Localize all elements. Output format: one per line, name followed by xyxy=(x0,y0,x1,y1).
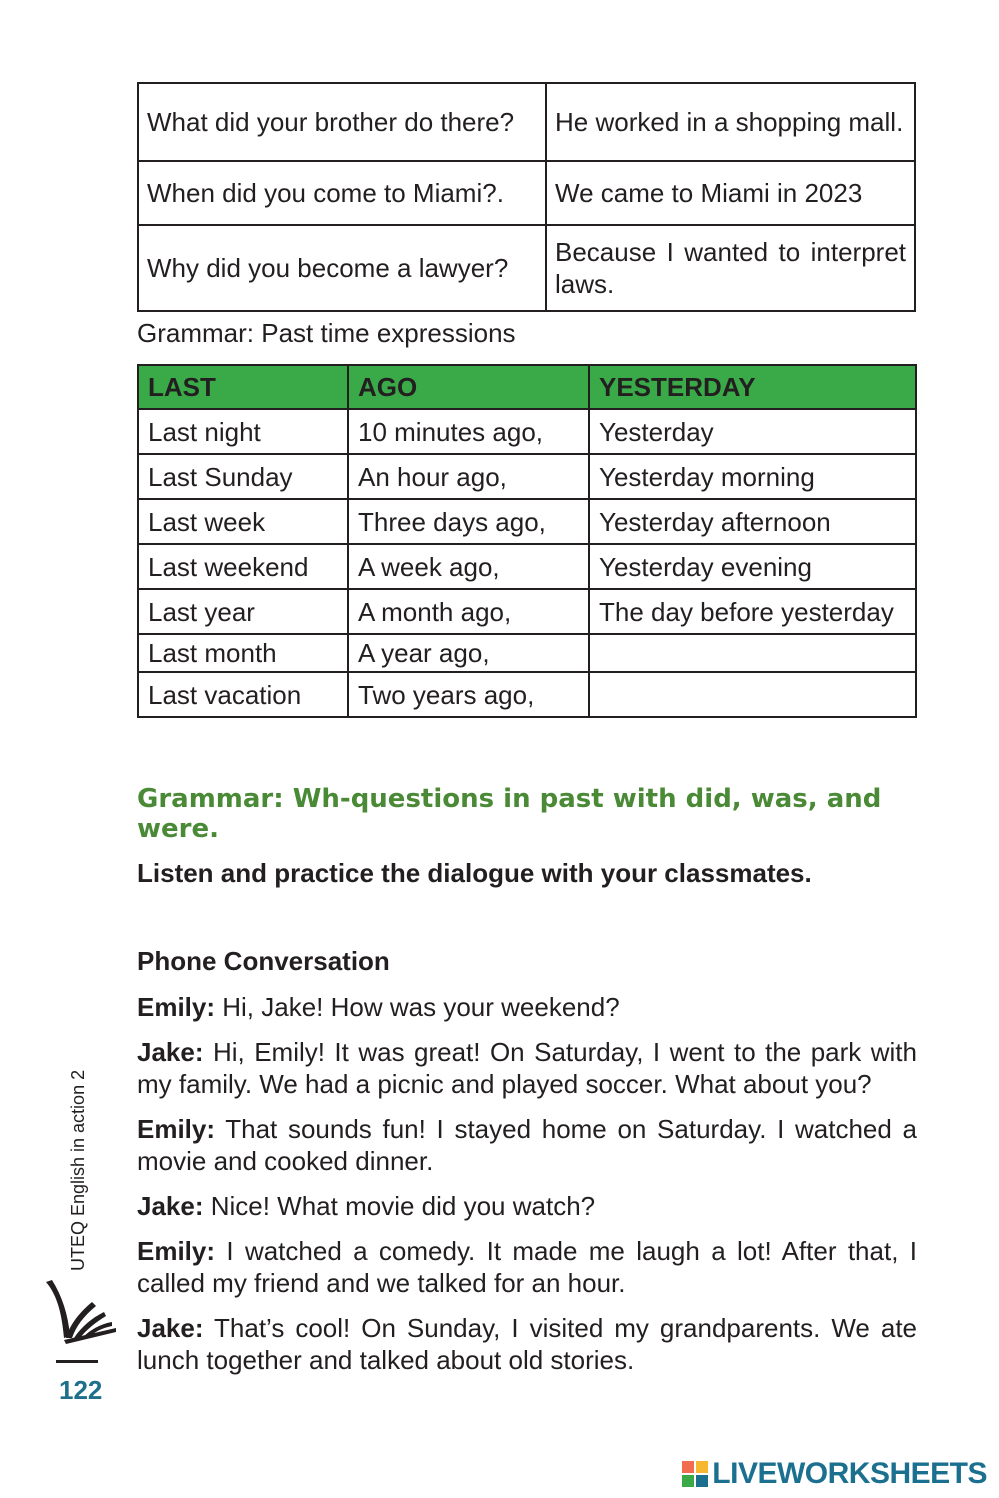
table-cell: Three days ago, xyxy=(348,499,589,544)
answer-cell: We came to Miami in 2023 xyxy=(546,161,915,225)
table-cell: A month ago, xyxy=(348,589,589,634)
table-cell: Last year xyxy=(138,589,348,634)
speaker-name: Jake: xyxy=(137,1313,204,1343)
table-row xyxy=(138,409,916,454)
question-cell: Why did you become a lawyer? xyxy=(138,225,546,311)
table-cell: The day before yesterday xyxy=(589,589,916,634)
dialogue-text: I watched a comedy. It made me laugh a lot! After that, I called my friend and we talked for an hour. xyxy=(137,1236,917,1298)
answer-cell: He worked in a shopping mall. xyxy=(546,83,915,161)
table-cell xyxy=(589,672,916,717)
question-cell: What did your brother do there? xyxy=(138,83,546,161)
dialogue-text: Nice! What movie did you watch? xyxy=(203,1191,596,1221)
open-book-icon xyxy=(40,1276,118,1346)
speaker-name: Emily: xyxy=(137,1114,216,1144)
table-row xyxy=(138,83,915,161)
table-cell: Yesterday evening xyxy=(589,544,916,589)
instruction-text: Listen and practice the dialogue with your classmates. xyxy=(137,858,812,888)
dialogue-text: Hi, Jake! How was your weekend? xyxy=(215,992,620,1022)
table-cell: 10 minutes ago, xyxy=(348,409,589,454)
dialogue-text: That’s cool! On Sunday, I visited my grandparents. We ate lunch together and talked about old stories. xyxy=(137,1313,917,1375)
table-cell: Last week xyxy=(138,499,348,544)
speaker-name: Jake: xyxy=(137,1191,204,1221)
table-cell: Last night xyxy=(138,409,348,454)
answer-cell: Because I wanted to interpret laws. xyxy=(546,225,915,311)
dialogue-line xyxy=(137,1036,917,1100)
header-row xyxy=(138,365,916,409)
table-row xyxy=(138,672,916,717)
liveworksheets-watermark xyxy=(682,1456,987,1492)
table-cell: Last vacation xyxy=(138,672,348,717)
dialogue-text: Hi, Emily! It was great! On Saturday, I went to the park with my family. We had a picnic and played soccer. What about you? xyxy=(137,1037,917,1099)
column-header-yesterday: YESTERDAY xyxy=(589,365,916,409)
table-row xyxy=(138,634,916,672)
watermark-text: LIVEWORKSHEETS xyxy=(712,1457,987,1490)
table-row xyxy=(138,161,915,225)
table-cell: Yesterday xyxy=(589,409,916,454)
table-row xyxy=(138,225,915,311)
dialogue xyxy=(137,991,917,1389)
table-row xyxy=(138,544,916,589)
qa-table xyxy=(137,82,916,312)
table-cell: Two years ago, xyxy=(348,672,589,717)
liveworksheets-logo-icon xyxy=(682,1461,708,1487)
table-cell: A week ago, xyxy=(348,544,589,589)
speaker-name: Jake: xyxy=(137,1037,204,1067)
speaker-name: Emily: xyxy=(137,1236,216,1266)
dialogue-line xyxy=(137,1312,917,1376)
column-header-last: LAST xyxy=(138,365,348,409)
table-cell: Yesterday morning xyxy=(589,454,916,499)
table-cell: Last Sunday xyxy=(138,454,348,499)
dialogue-line xyxy=(137,991,917,1023)
grammar-heading: Grammar: Wh-questions in past with did, was, and were. xyxy=(137,784,882,844)
dialogue-line xyxy=(137,1235,917,1299)
column-header-ago: AGO xyxy=(348,365,589,409)
table-row xyxy=(138,499,916,544)
page-number: 122 xyxy=(59,1375,103,1405)
conversation-title: Phone Conversation xyxy=(137,946,390,976)
book-title: UTEQ English in action 2 xyxy=(68,1069,88,1271)
divider xyxy=(56,1360,98,1363)
question-cell: When did you come to Miami?. xyxy=(138,161,546,225)
table-cell xyxy=(589,634,916,672)
table-cell: Yesterday afternoon xyxy=(589,499,916,544)
table-cell: A year ago, xyxy=(348,634,589,672)
table-row xyxy=(138,589,916,634)
table-row xyxy=(138,454,916,499)
dialogue-line xyxy=(137,1113,917,1177)
time-expressions-table xyxy=(137,364,917,718)
dialogue-text: That sounds fun! I stayed home on Saturday. I watched a movie and cooked dinner. xyxy=(137,1114,917,1176)
time-expressions-caption: Grammar: Past time expressions xyxy=(137,318,516,348)
table-cell: Last weekend xyxy=(138,544,348,589)
dialogue-line xyxy=(137,1190,917,1222)
table-cell: An hour ago, xyxy=(348,454,589,499)
table-cell: Last month xyxy=(138,634,348,672)
speaker-name: Emily: xyxy=(137,992,216,1022)
